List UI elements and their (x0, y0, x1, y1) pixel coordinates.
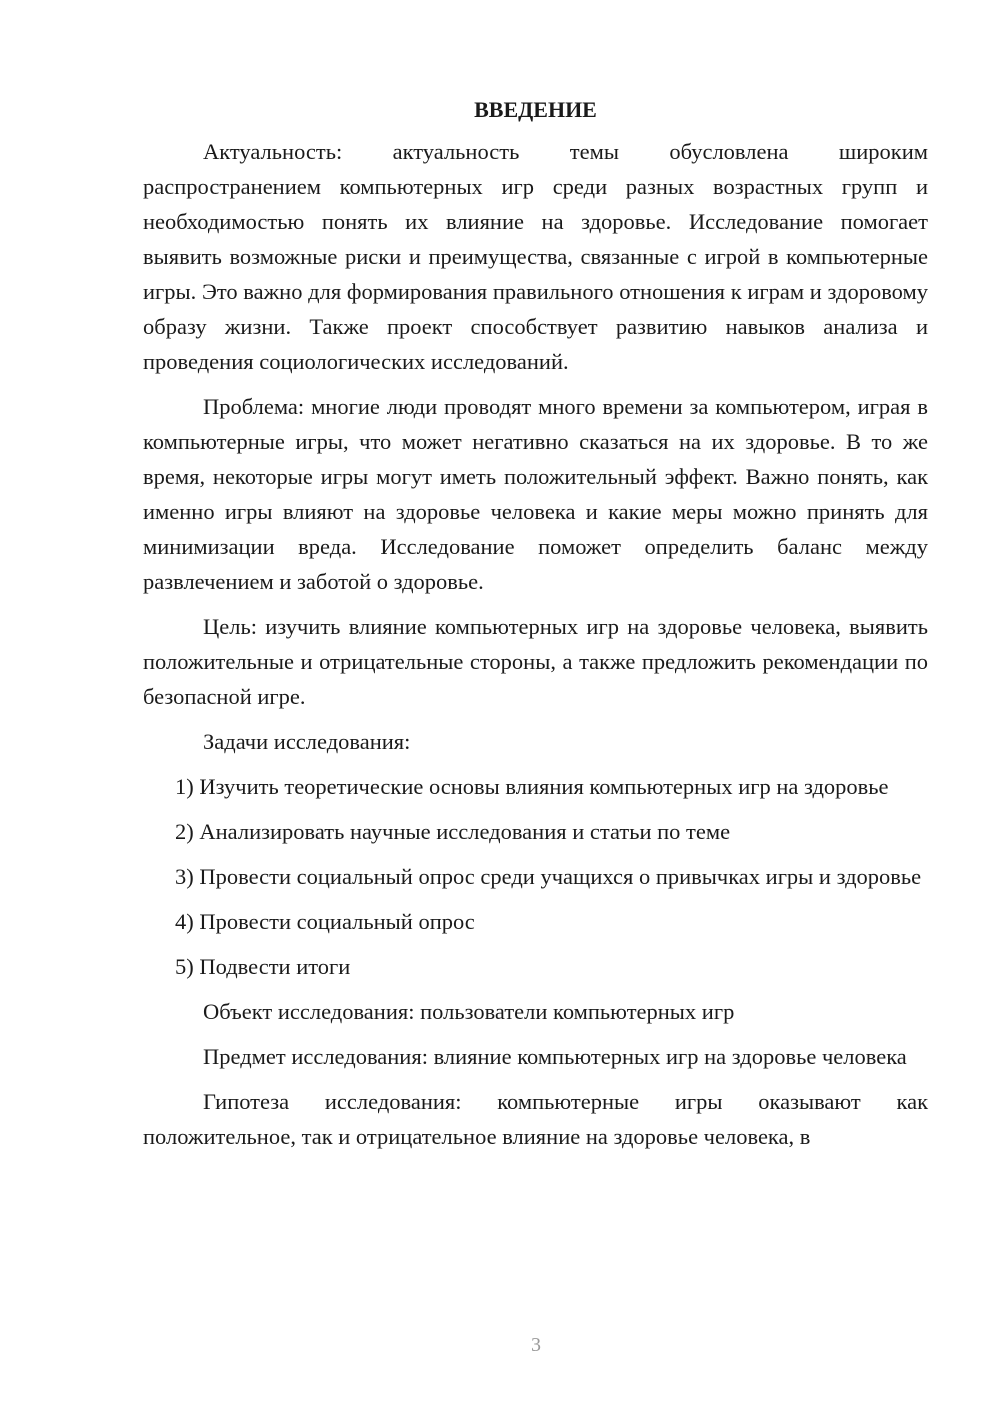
task-item-5: 5) Подвести итоги (175, 954, 351, 979)
research-subject: Предмет исследования: влияние компьютерных игр на здоровье человека (203, 1044, 907, 1069)
page-number: 3 (531, 1334, 541, 1356)
research-object: Объект исследования: пользователи компьютерных игр (203, 999, 735, 1024)
tasks-list (143, 769, 928, 984)
goal-paragraph: Цель: изучить влияние компьютерных игр на здоровье человека, выявить положительные и отрицательные стороны, а также предложить рекомендации по безопасной игре. (143, 614, 928, 709)
document-body (143, 96, 928, 1164)
task-item-3: 3) Провести социальный опрос среди учащихся о привычках игры и здоровье (175, 864, 922, 889)
research-hypothesis: Гипотеза исследования: компьютерные игры оказывают как положительное, так и отрицательное влияние на здоровье человека, в (143, 1089, 928, 1149)
tasks-heading: Задачи исследования: (203, 729, 411, 754)
task-item-1: 1) Изучить теоретические основы влияния компьютерных игр на здоровье (175, 774, 889, 799)
section-title: ВВЕДЕНИЕ (474, 97, 597, 122)
problem-paragraph: Проблема: многие люди проводят много времени за компьютером, играя в компьютерные игры, что может негативно сказаться на их здоровье. В то же время, некоторые игры могут иметь положительный эффект. Важно понять, как именно игры влияют на здоровье человека и какие меры можно принять для минимизации вреда. Исследование поможет определить баланс между развлечением и заботой о здоровье. (143, 394, 928, 594)
relevance-paragraph: Актуальность: актуальность темы обусловлена широким распространением компьютерных игр среди разных возрастных групп и необходимостью понять их влияние на здоровье. Исследование помогает выявить возможные риски и преимущества, связанные с игрой в компьютерные игры. Это важно для формирования правильного отношения к играм и здоровому образу жизни. Также проект способствует развитию навыков анализа и проведения социологических исследований. (143, 139, 928, 374)
task-item-4: 4) Провести социальный опрос (175, 909, 475, 934)
task-item-2: 2) Анализировать научные исследования и статьи по теме (175, 819, 731, 844)
